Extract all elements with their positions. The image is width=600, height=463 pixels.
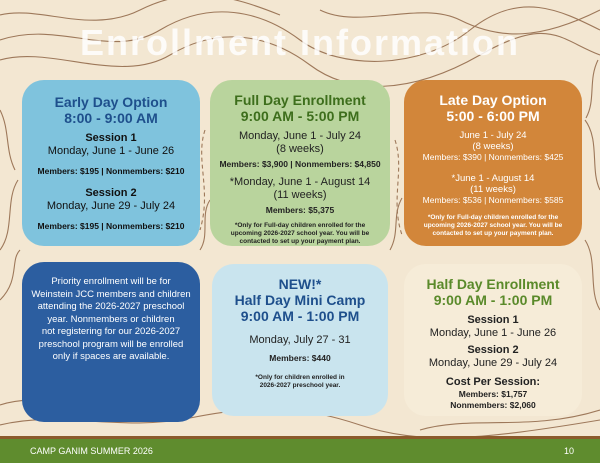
early-session2-label: Session 2 [85, 187, 137, 199]
early-session1-dates: Monday, June 1 - June 26 [47, 145, 175, 157]
early-session2-dates: Monday, June 29 - July 24 [46, 200, 176, 212]
late-title: Late Day Option [439, 92, 547, 108]
mini-time: 9:00 AM - 1:00 PM [240, 308, 360, 324]
priority-enrollment-note [22, 262, 200, 422]
early-day-card [22, 80, 200, 246]
mini-camp-card [212, 264, 388, 416]
late-time: 5:00 - 6:00 PM [446, 108, 540, 124]
early-session1-label: Session 1 [85, 132, 137, 144]
note-line-7: only if spaces are available. [52, 351, 170, 362]
late-price-1: Members: $390 | Nonmembers: $425 [422, 152, 564, 162]
full-title: Full Day Enrollment [234, 92, 366, 108]
mini-new-badge: NEW!* [278, 276, 322, 292]
half-session2-dates: Monday, June 29 - July 24 [428, 357, 558, 369]
full-day-card [210, 80, 390, 246]
late-dates-2: *June 1 - August 14 [451, 173, 535, 184]
early-session1-price: Members: $195 | Nonmembers: $210 [37, 166, 185, 176]
full-weeks-1: (8 weeks) [276, 143, 324, 155]
half-session1-dates: Monday, June 1 - June 26 [429, 327, 557, 339]
early-session2-price: Members: $195 | Nonmembers: $210 [37, 221, 185, 231]
note-line-6: preschool program will be enrolled [38, 338, 184, 350]
full-weeks-2: (11 weeks) [273, 189, 327, 201]
page-title: Enrollment Information [80, 22, 520, 63]
late-note-2: upcoming 2026-2027 school year. You will be [423, 222, 563, 229]
late-dates-1: June 1 - July 24 [459, 130, 527, 141]
half-session1-label: Session 1 [467, 314, 519, 326]
full-dates-2: *Monday, June 1 - August 14 [229, 176, 371, 188]
mini-note-2: 2026-2027 preschool year. [259, 382, 341, 389]
note-line-1: Priority enrollment will be for [51, 276, 171, 287]
half-time: 9:00 AM - 1:00 PM [433, 292, 553, 308]
page-number: 10 [563, 446, 574, 456]
early-time: 8:00 - 9:00 AM [64, 110, 158, 126]
late-weeks-1: (8 weeks) [472, 141, 514, 152]
footer-title: CAMP GANIM SUMMER 2026 [30, 446, 153, 456]
full-note-3: contacted to set up your payment plan. [239, 238, 361, 245]
full-price-2: Members: $5,375 [265, 205, 335, 215]
note-line-5: not registering for our 2026-2027 [41, 326, 181, 337]
half-cost-members: Members: $1,757 [458, 389, 528, 399]
late-note-1: *Only for Full-day children enrolled for the [427, 214, 559, 221]
half-session2-label: Session 2 [467, 344, 519, 356]
late-weeks-2: (11 weeks) [470, 184, 516, 195]
mini-price: Members: $440 [269, 353, 331, 363]
full-price-1: Members: $3,900 | Nonmembers: $4,850 [219, 159, 381, 169]
half-title: Half Day Enrollment [426, 276, 560, 292]
mini-dates: Monday, July 27 - 31 [249, 334, 351, 346]
full-time: 9:00 AM - 5:00 PM [240, 108, 360, 124]
early-title: Early Day Option [54, 94, 168, 110]
note-line-2: Weinstein JCC members and children [31, 288, 191, 300]
page-footer [0, 436, 600, 463]
note-line-3: attending the 2026-2027 preschool [37, 301, 185, 312]
full-dates-1: Monday, June 1 - July 24 [238, 130, 362, 142]
mini-title: Half Day Mini Camp [234, 292, 366, 308]
full-note-1: *Only for Full-day children enrolled for the [234, 222, 366, 229]
half-day-card [404, 264, 582, 416]
half-cost-nonmembers: Nonmembers: $2,060 [450, 400, 536, 410]
late-day-card [404, 80, 582, 246]
mini-note-1: *Only for children enrolled in [255, 374, 345, 381]
late-price-2: Members: $536 | Nonmembers: $585 [422, 195, 564, 205]
late-note-3: contacted to set up your payment plan. [432, 230, 554, 237]
half-cost-label: Cost Per Session: [445, 376, 541, 388]
full-note-2: upcoming 2026-2027 school year. You will be [230, 230, 370, 237]
note-line-4: year. Nonmembers or children [47, 313, 175, 325]
